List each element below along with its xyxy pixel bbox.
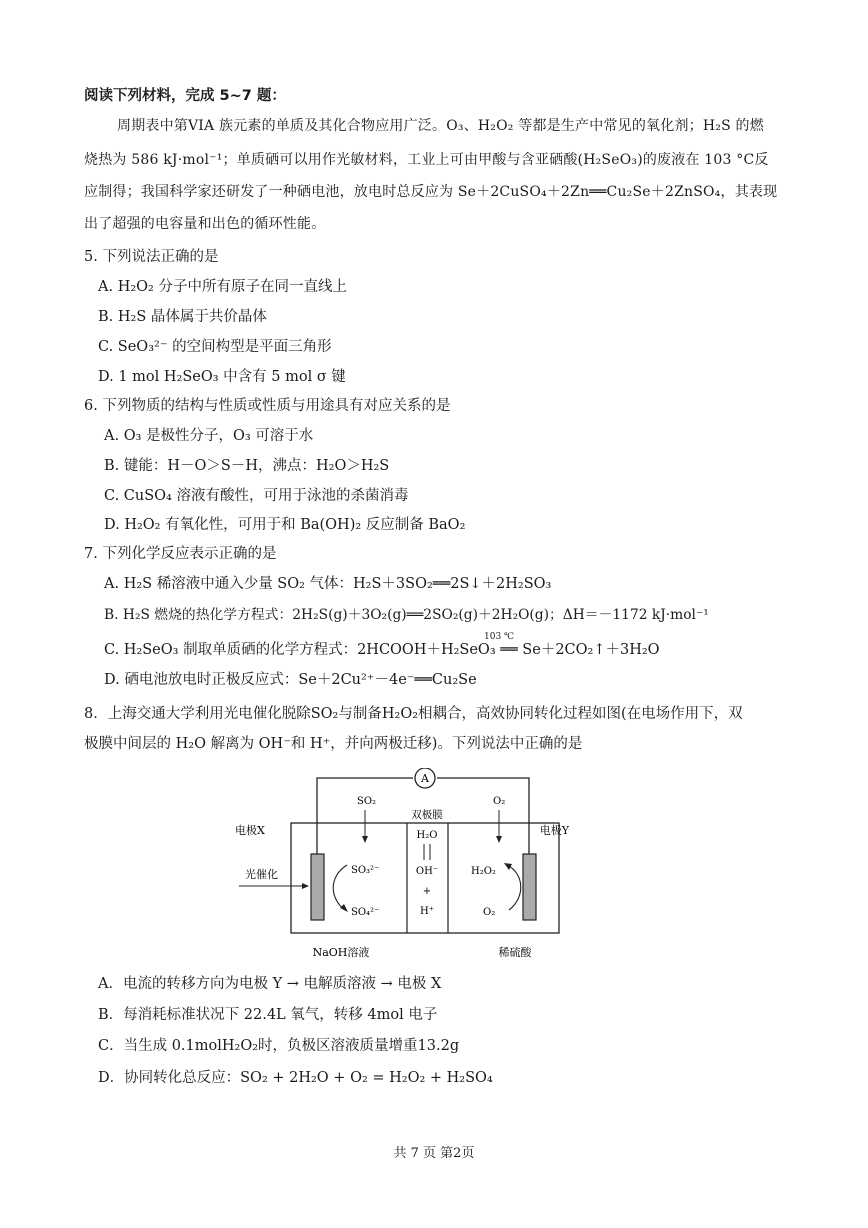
water-label: H₂O bbox=[416, 830, 438, 841]
question-5-option-a: A. H₂O₂ 分子中所有原子在同一直线上 bbox=[98, 279, 347, 295]
question-8-option-d: D．协同转化总反应：SO₂ + 2H₂O + O₂ = H₂O₂ + H₂SO₄ bbox=[98, 1070, 493, 1086]
light-arrow-head bbox=[302, 883, 309, 889]
so3-label: SO₃²⁻ bbox=[351, 865, 380, 876]
question-5-option-d: D. 1 mol H₂SeO₃ 中含有 5 mol σ 键 bbox=[98, 369, 346, 385]
o2-arrow-head bbox=[496, 836, 502, 843]
membrane-label: 双极膜 bbox=[411, 809, 443, 821]
so4-label: SO₄²⁻ bbox=[351, 907, 380, 918]
question-6-option-c: C. CuSO₄ 溶液有酸性，可用于泳池的杀菌消毒 bbox=[104, 488, 409, 504]
o2-bottom-label: O₂ bbox=[483, 907, 496, 918]
reaction-condition-label: 103 ℃ bbox=[484, 632, 515, 642]
question-7-option-a: A. H₂S 稀溶液中通入少量 SO₂ 气体：H₂S＋3SO₂══2S↓＋2H₂SO₃ bbox=[104, 576, 552, 592]
question-5-option-b: B. H₂S 晶体属于共价晶体 bbox=[98, 309, 267, 325]
passage-line-4: 出了超强的电容量和出色的循环性能。 bbox=[84, 216, 326, 232]
question-6-option-d: D. H₂O₂ 有氧化性，可用于和 Ba(OH)₂ 反应制备 BaO₂ bbox=[104, 517, 466, 533]
question-8-stem-line-1: 8．上海交通大学利用光电催化脱除SO₂与制备H₂O₂相耦合，高效协同转化过程如图(在电场作用下，双 bbox=[84, 706, 743, 722]
hydroxide-label: OH⁻ bbox=[415, 866, 439, 877]
electrolysis-diagram bbox=[225, 768, 575, 968]
right-curved-arrow-head bbox=[504, 863, 512, 870]
passage-line-3: 应制得；我国科学家还研发了一种硒电池，放电时总反应为 Se＋2CuSO₄＋2Zn══Cu₂Se＋2ZnSO₄，其表现 bbox=[84, 184, 778, 200]
passage-instruction: 阅读下列材料，完成 5~7 题： bbox=[84, 88, 286, 104]
question-8-option-c: C．当生成 0.1molH₂O₂时，负极区溶液质量增重13.2g bbox=[98, 1038, 460, 1054]
electrode-x-label: 电极X bbox=[235, 824, 265, 837]
ammeter-label: A bbox=[421, 772, 429, 785]
passage-line-2: 烧热为 586 kJ·mol⁻¹；单质硒可以用作光敏材料，工业上可由甲酸与含亚硒酸(H₂SeO₃)的废液在 103 °C反 bbox=[84, 152, 769, 168]
proton-label: H⁺ bbox=[420, 906, 434, 917]
h2o2-label: H₂O₂ bbox=[471, 866, 496, 877]
ammeter-icon bbox=[415, 768, 435, 788]
question-6-stem: 6. 下列物质的结构与性质或性质与用途具有对应关系的是 bbox=[84, 398, 451, 414]
o2-top-label: O₂ bbox=[493, 796, 506, 807]
question-8-option-a: A．电流的转移方向为电极 Y → 电解质溶液 → 电极 X bbox=[98, 976, 442, 992]
light-label: 光催化 bbox=[245, 868, 278, 881]
question-6-option-b: B. 键能：H－O＞S－H，沸点：H₂O＞H₂S bbox=[104, 458, 390, 474]
electrode-x bbox=[311, 854, 324, 920]
question-7-option-b: B. H₂S 燃烧的热化学方程式：2H₂S(g)＋3O₂(g)══2SO₂(g)＋2H₂O(g)；ΔH＝－1172 kJ·mol⁻¹ bbox=[104, 607, 709, 623]
question-7-option-d: D. 硒电池放电时正极反应式：Se＋2Cu²⁺－4e⁻══Cu₂Se bbox=[104, 672, 477, 688]
question-5-stem: 5. 下列说法正确的是 bbox=[84, 249, 219, 265]
plus-label: + bbox=[422, 886, 432, 897]
page-footer: 共 7 页 第2页 bbox=[393, 1146, 475, 1161]
left-curved-arrow bbox=[333, 865, 347, 910]
question-6-option-a: A. O₃ 是极性分子，O₃ 可溶于水 bbox=[104, 428, 314, 444]
question-8-stem-line-2: 极膜中间层的 H₂O 解离为 OH⁻和 H⁺，并向两极迁移)。下列说法中正确的是 bbox=[84, 736, 583, 752]
question-8-option-b: B．每消耗标准状况下 22.4L 氧气，转移 4mol 电子 bbox=[98, 1007, 438, 1023]
so2-label: SO₂ bbox=[357, 796, 377, 807]
left-solution-label: NaOH溶液 bbox=[312, 946, 370, 959]
electrode-y-label: 电极Y bbox=[539, 824, 569, 837]
left-curved-arrow-head bbox=[340, 904, 348, 912]
passage-line-1: 周期表中第VIA 族元素的单质及其化合物应用广泛。O₃、H₂O₂ 等都是生产中常见的氧化剂；H₂S 的燃 bbox=[117, 118, 764, 134]
question-7-option-c: C. H₂SeO₃ 制取单质硒的化学方程式：2HCOOH＋H₂SeO₃ ══ Se＋2CO₂↑＋3H₂O bbox=[104, 642, 660, 658]
wire-right bbox=[437, 778, 529, 856]
question-5-option-c: C. SeO₃²⁻ 的空间构型是平面三角形 bbox=[98, 339, 332, 355]
so2-arrow-head bbox=[362, 836, 368, 843]
right-curved-arrow bbox=[507, 865, 521, 910]
right-solution-label: 稀硫酸 bbox=[498, 946, 532, 959]
electrode-y bbox=[523, 854, 536, 920]
question-7-stem: 7. 下列化学反应表示正确的是 bbox=[84, 546, 277, 562]
